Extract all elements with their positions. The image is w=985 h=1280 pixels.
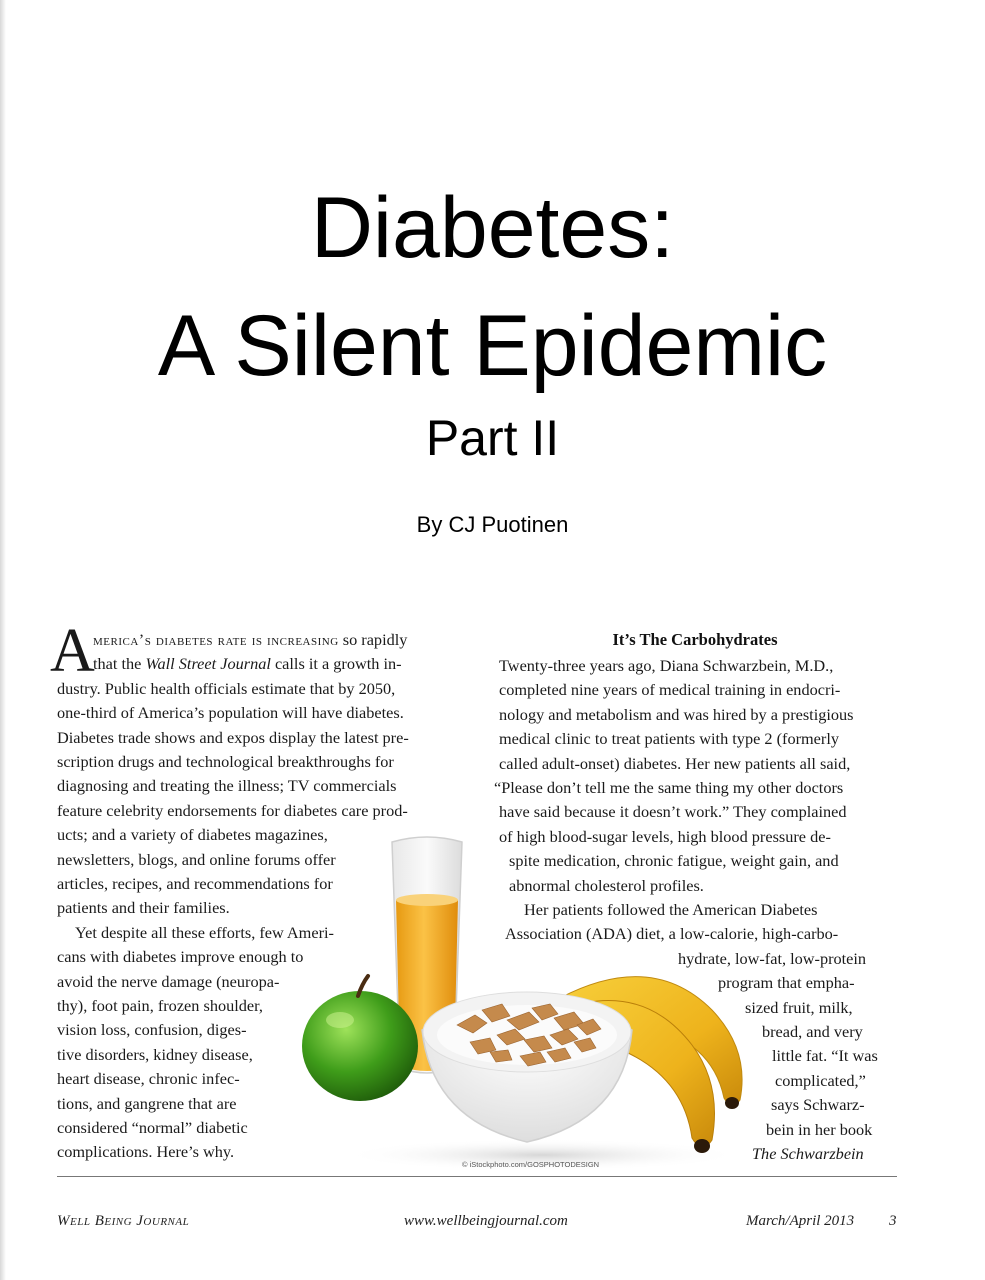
line-text: nology and metabolism and was hired by a prestigious (499, 704, 854, 724)
text-line (57, 823, 328, 847)
footer-url: www.wellbeingjournal.com (404, 1213, 568, 1229)
section-heading: It’s The Carbohydrates (612, 630, 778, 649)
line-text: completed nine years of medical training in endocri- (499, 680, 841, 700)
line-text: spite medication, chronic fatigue, weight gain, and (509, 851, 839, 871)
line-text: hydrate, low-fat, low-protein (678, 948, 867, 968)
line-text: complicated,” (775, 1070, 866, 1090)
line-text: medical clinic to treat patients with type 2 (formerly (499, 729, 839, 749)
text-line (775, 1069, 866, 1093)
line-text: Yet despite all these efforts, few Ameri- (75, 922, 334, 942)
text-line (57, 1092, 236, 1116)
footer-rule (57, 1176, 897, 1177)
line-text: scription drugs and technological breakthroughs for (57, 752, 394, 771)
text-line (57, 774, 396, 798)
text-line (766, 1118, 872, 1142)
line-text: calls it a growth in- (270, 654, 402, 674)
text-line (771, 1093, 865, 1117)
text-line (494, 776, 843, 800)
line-text: feature celebrity endorsements for diabetes care prod- (57, 800, 408, 820)
footer-journal: Well Being Journal (57, 1213, 190, 1229)
text-line (57, 1043, 253, 1067)
photo-credit: © iStockphoto.com/GOSPHOTODESIGN (462, 1160, 600, 1169)
line-text: says Schwarz- (771, 1095, 865, 1115)
text-line (752, 1142, 864, 1166)
text-line (57, 970, 279, 994)
text-line (57, 1140, 234, 1164)
text-line (499, 703, 854, 727)
line-text: heart disease, chronic infec- (57, 1069, 240, 1089)
text-line (57, 994, 263, 1018)
line-text: Her patients followed the American Diabetes (524, 900, 818, 919)
text-line (499, 752, 850, 776)
line-text: called adult-onset) diabetes. Her new patients all said, (499, 753, 851, 773)
line-text: abnormal cholesterol profiles. (509, 875, 704, 895)
line-text: have said because it doesn’t work.” They complained (499, 802, 847, 822)
line-text: complications. Here’s why. (57, 1142, 235, 1162)
text-line (57, 750, 394, 774)
line-text: patients and their families. (57, 898, 230, 918)
line-text: program that empha- (718, 973, 855, 993)
text-line (499, 727, 839, 751)
line-text: little fat. “It was (772, 1046, 878, 1066)
line-text: one-third of America’s population will have diabetes. (57, 703, 404, 723)
lead-in-smallcaps: merica’s diabetes rate is increasing (93, 630, 339, 649)
line-text: bread, and very (762, 1022, 863, 1041)
line-text: “Please don’t tell me the same thing my other doctors (494, 778, 844, 797)
byline: By CJ Puotinen (416, 512, 569, 537)
text-line (57, 1067, 240, 1091)
breakfast-photo (292, 820, 762, 1180)
text-line (762, 1020, 863, 1044)
line-text: that the (93, 654, 146, 674)
line-text: Twenty-three years ago, Diana Schwarzbein, M.D., (499, 656, 834, 675)
line-text: considered “normal” diabetic (57, 1118, 248, 1137)
text-line (57, 1116, 248, 1140)
text-line (499, 678, 840, 702)
line-text: diagnosing and treating the illness; TV commercials (57, 776, 397, 796)
text-line (93, 628, 407, 652)
line-text: vision loss, confusion, diges- (57, 1020, 247, 1040)
title-line-2: A Silent Epidemic (157, 298, 828, 394)
footer-issue: March/April 2013 (746, 1213, 855, 1229)
text-line (57, 1018, 247, 1042)
line-text: avoid the nerve damage (neuropa- (57, 971, 280, 991)
line-text: cans with diabetes improve enough to (57, 947, 304, 967)
text-line (93, 652, 402, 676)
line-text: ucts; and a variety of diabetes magazines, (57, 825, 328, 845)
text-line (57, 701, 404, 725)
footer-page-number: 3 (889, 1213, 897, 1229)
line-text: bein in her book (766, 1119, 873, 1139)
line-text: tive disorders, kidney disease, (57, 1044, 253, 1064)
line-text: dustry. Public health officials estimate that by 2050, (57, 678, 396, 698)
line-text: articles, recipes, and recommendations for (57, 874, 333, 893)
text-line (57, 945, 303, 969)
italic-title: Wall Street Journal (145, 654, 271, 674)
line-text: tions, and gangrene that are (57, 1093, 237, 1113)
line-text: sized fruit, milk, (745, 997, 853, 1017)
line-text: newsletters, blogs, and online forums offer (57, 849, 336, 869)
line-text: so rapidly (338, 630, 408, 649)
line-text: of high blood-sugar levels, high blood pressure de- (499, 826, 831, 846)
line-text: Diabetes trade shows and expos display the latest pre- (57, 727, 409, 747)
title-line-1: Diabetes: (310, 180, 675, 276)
text-line (499, 654, 833, 678)
text-line (57, 677, 395, 701)
italic-title: The Schwarzbein (752, 1144, 864, 1163)
text-line (772, 1044, 878, 1068)
title-part: Part II (425, 410, 560, 466)
text-line (57, 896, 230, 920)
text-line (57, 726, 409, 750)
line-text: Association (ADA) diet, a low-calorie, high-carbo- (505, 924, 839, 944)
line-text: thy), foot pain, frozen shoulder, (57, 996, 263, 1015)
drop-cap: A (50, 617, 95, 685)
